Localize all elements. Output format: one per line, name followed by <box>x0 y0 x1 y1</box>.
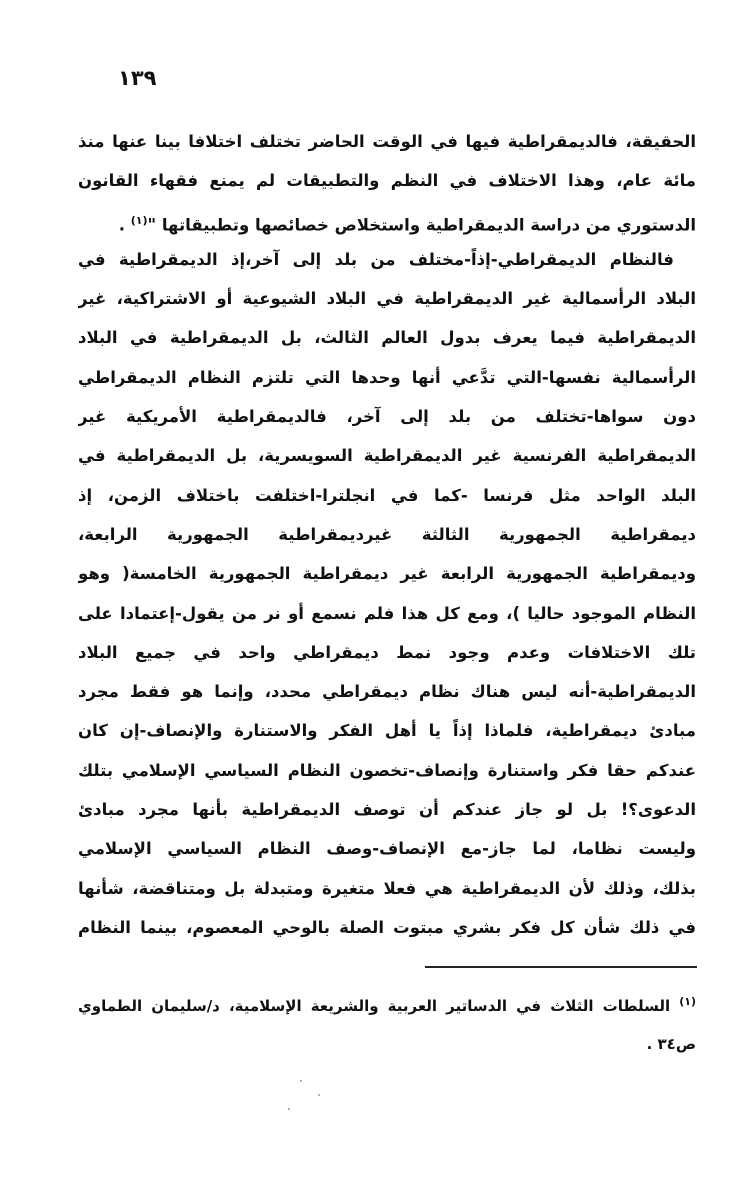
body-line-17: عندكم حقا فكر واستنارة وإنصاف-تخصون النظام السياسي الإسلامي بتلك <box>78 760 696 780</box>
body-line-7: الرأسمالية نفسها-التي تدَّعي أنها وحدها التي تلتزم النظام الديمقراطي <box>78 367 696 387</box>
body-line-20: بذلك، وذلك لأن الديمقراطية هي فعلا متغيرة ومتبدلة بل ومتناقضة، شأنها <box>78 878 696 898</box>
footnote-separator <box>425 966 697 968</box>
body-line-3-text: الدستوري من دراسة الديمقراطية واستخلاص خصائصها وتطبيقاتها " <box>147 215 696 235</box>
footnote-citation: السلطات الثلاث في الدساتير العربية والشريعة الإسلامية، د/سليمان الطماوي <box>78 997 671 1015</box>
body-line-3-end: . <box>118 215 125 235</box>
body-text <box>78 122 696 947</box>
footnote-line-2: ص٣٤ . <box>646 1035 696 1053</box>
body-line-14: تلك الاختلافات وعدم وجود نمط ديمقراطي واحد في جميع البلاد <box>78 642 696 662</box>
body-line-4: فالنظام الديمقراطي-إذاً-مختلف من بلد إلى آخر،إذ الديمقراطية في <box>78 249 674 269</box>
body-line-16: مبادئ ديمقراطية، فلماذا إذاً يا أهل الفكر والاستنارة والإنصاف-إن كان <box>78 721 696 741</box>
body-line-10: البلد الواحد مثل فرنسا -كما في انجلترا-اختلفت باختلاف الزمن، إذ <box>78 485 696 505</box>
footnote-marker: (١) <box>679 995 696 1008</box>
footnote-reference: (١) <box>130 213 148 227</box>
scan-speck <box>288 1108 290 1110</box>
body-line-18: الدعوى؟! بل لو جاز عندكم أن توصف الديمقراطية بأنها مجرد مبادئ <box>78 800 696 820</box>
body-line-13: النظام الموجود حاليا )، ومع كل هذا فلم نسمع أو نر من يقول-إعتمادا على <box>78 603 696 623</box>
body-line-15: الديمقراطية-أنه ليس هناك نظام ديمقراطي محدد، وإنما هو فقط مجرد <box>78 682 696 702</box>
footnote <box>78 983 696 1063</box>
scan-speck <box>300 1080 302 1082</box>
body-line-19: وليست نظاما، لما جاز-مع الإنصاف-وصف النظام السياسي الإسلامي <box>78 839 696 859</box>
body-line-2: مائة عام، وهذا الاختلاف في النظم والتطبيقات لم يمنع فقهاء القانون <box>78 171 696 191</box>
body-line-11: ديمقراطية الجمهورية الثالثة غيرديمقراطية الجمهورية الرابعة، <box>78 524 696 544</box>
scan-speck <box>318 1094 320 1096</box>
body-line-9: الديمقراطية الفرنسية غير الديمقراطية السويسرية، بل الديمقراطية في <box>78 446 696 466</box>
body-line-6: الديمقراطية فيما يعرف بدول العالم الثالث، بل الديمقراطية في البلاد <box>78 328 696 348</box>
body-line-5: البلاد الرأسمالية غير الديمقراطية في البلاد الشيوعية أو الاشتراكية، غير <box>78 289 696 309</box>
page-number: ١٣٩ <box>118 66 157 90</box>
body-line-12: وديمقراطية الجمهورية الرابعة غير ديمقراطية الجمهورية الخامسة( وهو <box>78 564 696 584</box>
body-line-8: دون سواها-تختلف من بلد إلى آخر، فالديمقراطية الأمريكية غير <box>78 407 696 427</box>
body-line-1: الحقيقة، فالديمقراطية فيها في الوقت الحاضر تختلف اختلافا بينا عنها منذ <box>78 132 696 151</box>
body-line-21: في ذلك شأن كل فكر بشري مبتوت الصلة بالوحي المعصوم، بينما النظام <box>78 917 696 937</box>
footnote-line-1 <box>78 983 696 1025</box>
body-line-3 <box>78 201 696 240</box>
